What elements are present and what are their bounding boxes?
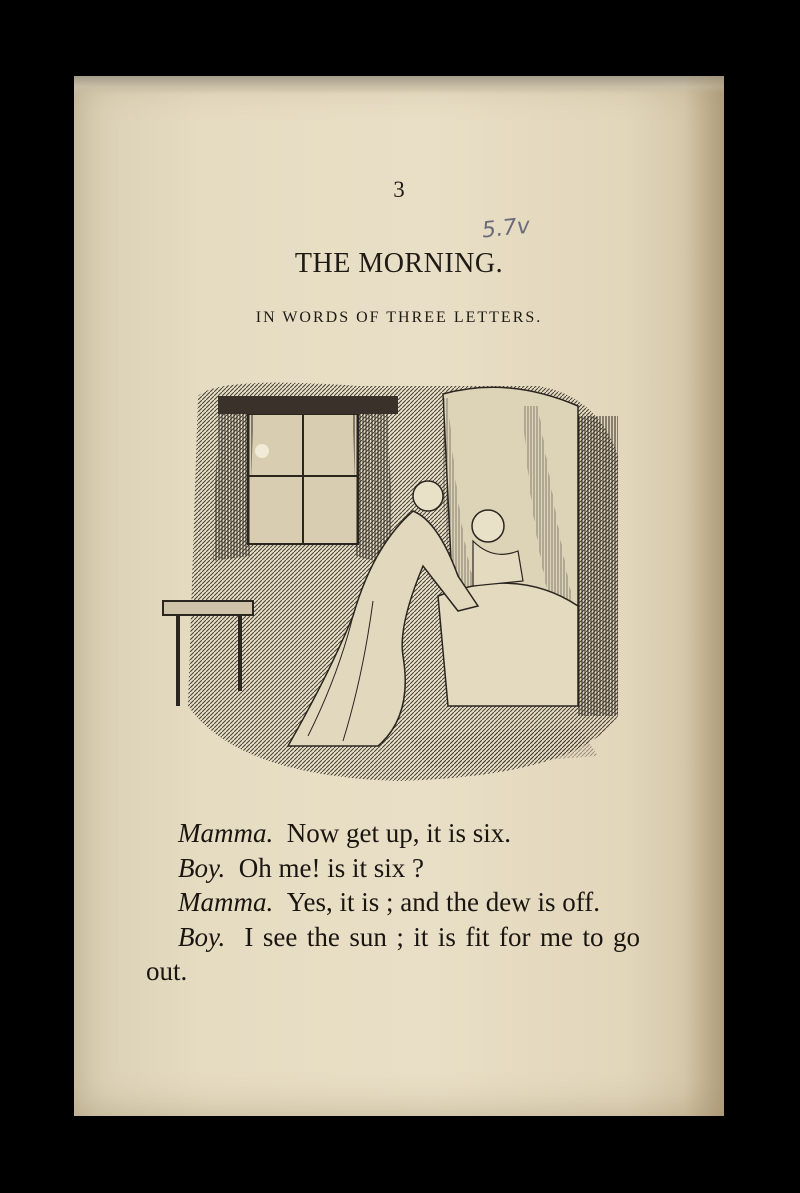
dialogue-text-line: I see the sun ; it is fit for me to go out.: [146, 921, 641, 986]
speaker-label: Boy.: [178, 852, 226, 883]
page-right-edge: [684, 76, 724, 1116]
speaker-label: Boy.: [178, 921, 226, 952]
valance: [218, 396, 398, 414]
page-top-edge: [74, 76, 724, 94]
boy-head: [472, 510, 504, 542]
page-subtitle: IN WORDS OF THREE LETTERS.: [255, 309, 543, 326]
dialogue-line: [146, 885, 640, 920]
dialogue-text: [146, 816, 640, 989]
dialogue-line: [146, 816, 640, 851]
page-title: THE MORNING.: [294, 248, 504, 279]
dialogue-line: [146, 851, 640, 886]
bed-post: [578, 416, 618, 716]
sun: [255, 444, 269, 458]
book-page: [74, 76, 724, 1116]
dialogue-text-line: Now get up, it is six.: [286, 818, 512, 848]
dialogue-text-line: Yes, it is ; and the dew is off.: [286, 887, 601, 917]
dialogue-text-line: Oh me! is it six ?: [238, 852, 424, 883]
speaker-label: Mamma.: [178, 887, 274, 917]
side-table: [163, 601, 253, 615]
pencil-annotation: 5.7v: [480, 213, 532, 244]
page-number: 3: [393, 177, 405, 202]
speaker-label: Mamma.: [178, 818, 274, 848]
mother-head: [413, 481, 443, 511]
dialogue-line: [146, 920, 640, 989]
curtain-left: [213, 406, 253, 561]
engraving-illustration: [158, 376, 628, 786]
